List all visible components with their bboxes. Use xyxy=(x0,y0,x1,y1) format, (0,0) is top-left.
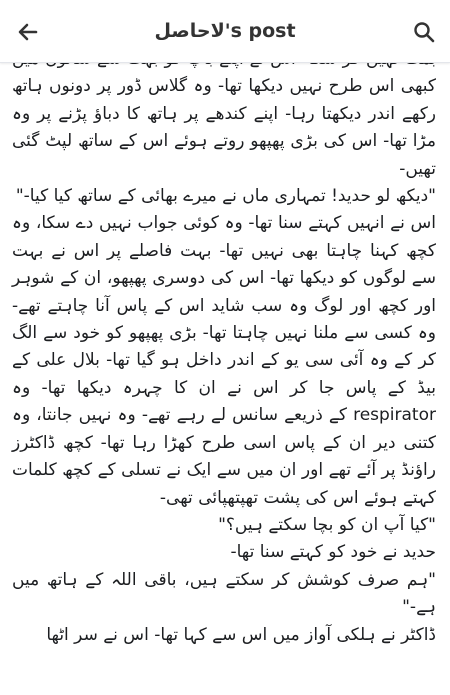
post-content[interactable] xyxy=(0,62,450,695)
post-paragraph: "ہم صرف کوشش کر سکتے ہیں، باقی اللہ کے ہاتھ میں ہے-" xyxy=(12,569,436,618)
post-paragraph: "کیا آپ ان کو بچا سکتے ہیں؟" xyxy=(218,514,436,535)
back-button[interactable] xyxy=(12,16,44,48)
page-title: لاحاصل's post xyxy=(154,20,296,42)
search-icon xyxy=(412,20,436,44)
arrow-left-icon xyxy=(16,20,40,44)
post-paragraph: "دیکھ لو حدید! تمہاری ماں نے میرے بھائی کے ساتھ کیا کیا-" xyxy=(15,186,436,207)
post-paragraph: ڈاکٹر نے ہلکی آواز میں اس سے کہا تھا- اس نے سر اٹھا xyxy=(46,624,436,645)
post-paragraph: حدید نے خود کو کہتے سنا تھا- xyxy=(230,542,436,563)
post-paragraph: کبھی اس طرح نہیں دیکھا تھا- وہ گلاس ڈور پر دونوں ہاتھ رکھے اندر دیکھتا رہا- اپنے کندھے پر ہاتھ کا دباؤ پڑنے پر وہ مڑا تھا- اس کی بڑی پھپھو روتے ہوئے اس کے ساتھ لپٹ گئی تھیں- xyxy=(12,76,436,179)
post-text xyxy=(12,46,436,649)
top-bar xyxy=(0,0,450,63)
search-button[interactable] xyxy=(408,16,440,48)
post-paragraph: اس نے انہیں کہتے سنا تھا- وہ کوئی جواب نہیں دے سکا، وہ کچھ کہنا چاہتا بھی نہیں تھا- بہت فاصلے پر اس نے بہت سے لوگوں کو دیکھا تھا- اس کی دوسری پھپھو، ان کے شوہر اور کچھ اور لوگ وہ سب شاید اس کے پاس آنا چاہتے تھے- وہ کسی سے ملنا نہیں چاہتا تھا- بڑی پھپھو کو خود سے الگ کر کے وہ آئی سی یو کے اندر داخل ہو گیا تھا- بلال علی کے بیڈ کے پاس جا کر اس نے ان کا چہرہ دیکھا تھا- وہ respirator کے ذریعے سانس لے رہے تھے- وہ نہیں جانتا، وہ کتنی دیر ان کے پاس اسی طرح کھڑا رہا تھا- کچھ ڈاکٹرز راؤنڈ پر آئے تھے اور ان میں سے ایک نے تسلی کے کچھ کلمات کہتے ہوئے اس کی پشت تھپتھپائی تھی- xyxy=(12,213,436,508)
